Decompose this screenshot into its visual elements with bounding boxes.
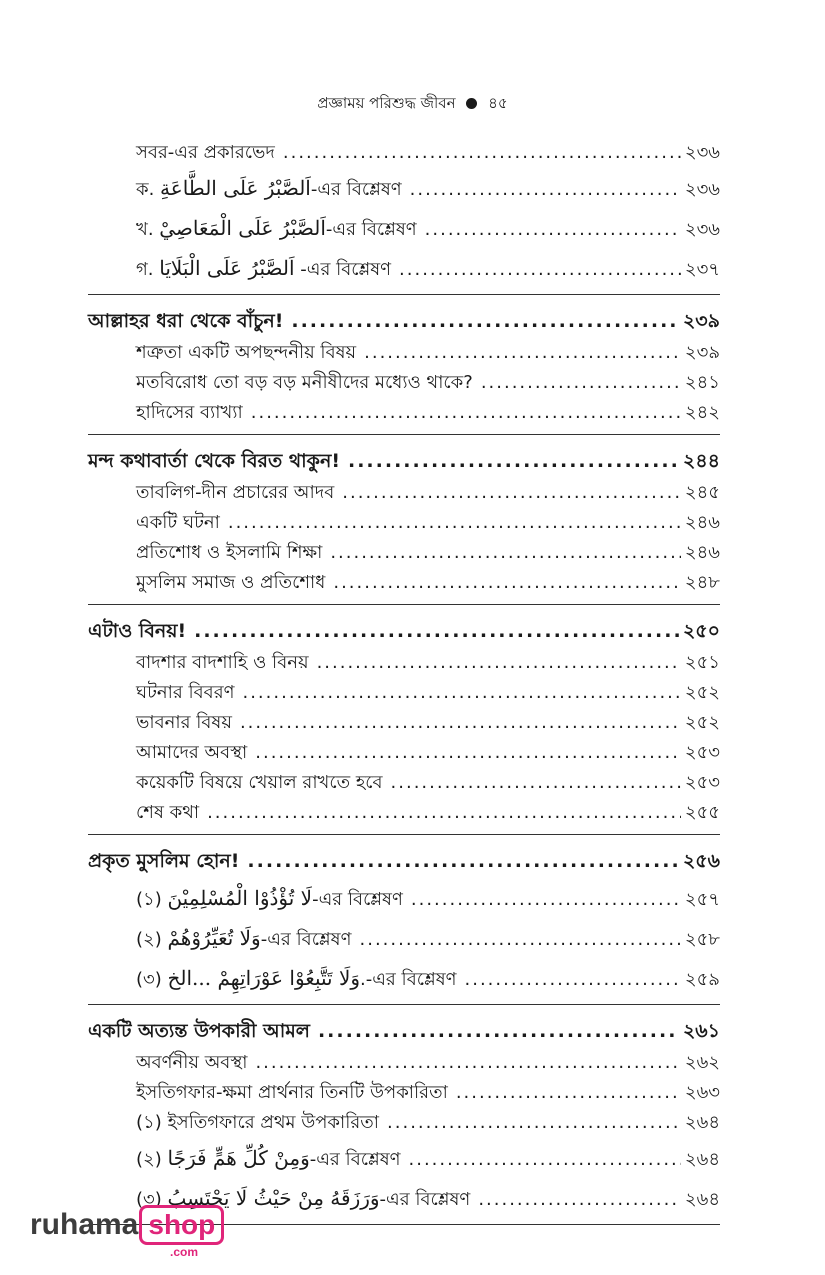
entry-title: প্রতিশোধ ও ইসলামি শিক্ষা xyxy=(136,542,323,563)
chapter-heading xyxy=(88,305,720,338)
entry-page-number: ২৬৪ xyxy=(684,1189,720,1210)
entry-page-number: ২৪৮ xyxy=(684,572,720,593)
dot-leader xyxy=(242,678,680,708)
toc-section xyxy=(88,445,720,605)
toc-entry xyxy=(88,738,720,768)
entry-suffix: -এর বিশ্লেষণ xyxy=(309,1149,401,1170)
arabic-phrase: وَلَا تُعَيِّرُوْهُمْ xyxy=(167,926,261,950)
toc-entry xyxy=(88,878,720,918)
entry-page-number: ২৫২ xyxy=(684,682,720,703)
dot-leader xyxy=(364,338,681,368)
entry-page-number: ২৬৪ xyxy=(684,1149,720,1170)
entry-page-number: ২৪৫ xyxy=(684,482,720,503)
dot-leader xyxy=(342,478,681,508)
entry-title: ইসতিগফার-ক্ষমা প্রার্থনার তিনটি উপকারিতা xyxy=(136,1082,448,1103)
entry-page-number: ২৬১ xyxy=(682,1020,720,1042)
toc-section xyxy=(88,305,720,435)
dot-leader xyxy=(410,170,681,210)
entry-page-number: ২৫৩ xyxy=(684,742,720,763)
dot-leader xyxy=(391,768,681,798)
dot-leader xyxy=(251,398,681,428)
entry-title: এটাও বিনয়! xyxy=(88,620,187,642)
dot-leader xyxy=(283,138,681,168)
toc-entry xyxy=(88,208,720,248)
arabic-phrase: اَلصَّبْرُ عَلَى الْبَلَايَا xyxy=(159,256,295,280)
entry-page-number: ২৪৪ xyxy=(682,450,720,472)
toc-entry xyxy=(88,958,720,998)
entry-title: ভাবনার বিষয় xyxy=(136,712,232,733)
entry-page-number: ২৫৯ xyxy=(684,969,720,990)
dot-leader xyxy=(228,508,681,538)
dot-leader xyxy=(478,1180,681,1220)
entry-page-number: ২৪৬ xyxy=(684,512,720,533)
toc-entry xyxy=(88,368,720,398)
toc-entry xyxy=(88,478,720,508)
entry-prefix: গ. xyxy=(136,259,160,280)
arabic-phrase: اَلصَّبْرُ عَلَى الْمَعَاصِيْ xyxy=(159,216,326,240)
dot-leader xyxy=(425,210,681,250)
dot-leader xyxy=(333,568,681,598)
toc-entry xyxy=(88,678,720,708)
arabic-phrase: وَمِنْ كُلِّ هَمٍّ فَرَجًا xyxy=(167,1146,310,1170)
entry-title: মুসলিম সমাজ ও প্রতিশোধ xyxy=(136,572,326,593)
dot-leader xyxy=(255,1048,680,1078)
entry-page-number: ২৩৬ xyxy=(684,142,720,163)
watermark-logo xyxy=(30,1205,224,1265)
toc-section xyxy=(88,138,720,295)
dot-leader xyxy=(247,845,679,878)
toc-entry xyxy=(88,568,720,598)
entry-title: শত্রুতা একটি অপছন্দনীয় বিষয় xyxy=(136,342,357,363)
arabic-phrase: وَلَا تَتَّبِعُوْا عَوْرَاتِهِمْ ...الخ xyxy=(167,966,361,990)
entry-title: একটি ঘটনা xyxy=(136,512,220,533)
dot-leader xyxy=(317,648,681,678)
toc-entry xyxy=(88,768,720,798)
entry-prefix: (২) xyxy=(136,1149,168,1170)
toc-section xyxy=(88,615,720,835)
logo-shop-badge: shop xyxy=(139,1205,224,1245)
entry-prefix: (৩) xyxy=(136,969,168,990)
dot-leader xyxy=(348,445,679,478)
entry-page-number: ২৫৩ xyxy=(684,772,720,793)
entry-page-number: ২৫২ xyxy=(684,712,720,733)
entry-title: মতবিরোধ তো বড় বড় মনীষীদের মধ্যেও থাকে? xyxy=(136,372,473,393)
dot-leader xyxy=(360,920,681,960)
dot-leader xyxy=(387,1108,681,1138)
entry-page-number: ২৬৪ xyxy=(684,1112,720,1133)
toc-entry xyxy=(88,248,720,288)
entry-page-number: ২৪২ xyxy=(684,402,720,423)
toc-entry xyxy=(88,398,720,428)
entry-page-number: ২৫০ xyxy=(682,620,720,642)
toc-section xyxy=(88,845,720,1005)
dot-leader xyxy=(411,880,681,920)
logo-domain: .com xyxy=(170,1245,199,1259)
entry-prefix: (২) xyxy=(136,929,168,950)
arabic-phrase: لَا تُؤْذُوْا الْمُسْلِمِيْنَ xyxy=(167,886,313,910)
entry-title xyxy=(136,878,403,920)
toc-entry xyxy=(88,918,720,958)
entry-page-number: ২৬৩ xyxy=(684,1082,720,1103)
toc-entry xyxy=(88,708,720,738)
entry-prefix: (১) xyxy=(136,889,168,910)
entry-title: কয়েকটি বিষয়ে খেয়াল রাখতে হবে xyxy=(136,772,383,793)
entry-title xyxy=(136,1138,401,1180)
entry-title xyxy=(136,958,457,1000)
dot-leader xyxy=(194,615,679,648)
toc-entry xyxy=(88,168,720,208)
entry-title xyxy=(136,208,417,250)
entry-title xyxy=(136,918,352,960)
entry-page-number: ২৩৬ xyxy=(684,219,720,240)
dot-leader xyxy=(409,1140,681,1180)
entry-title: প্রকৃত মুসলিম হোন! xyxy=(88,850,240,872)
toc-section xyxy=(88,1015,720,1225)
entry-title: একটি অত্যন্ত উপকারী আমল xyxy=(88,1020,310,1042)
entry-suffix: -এর বিশ্লেষণ xyxy=(325,219,417,240)
dot-leader xyxy=(330,538,681,568)
entry-prefix: খ. xyxy=(136,219,160,240)
entry-page-number: ২৪১ xyxy=(684,372,720,393)
entry-page-number: ২৬২ xyxy=(684,1052,720,1073)
toc-entry xyxy=(88,798,720,828)
toc-entry xyxy=(88,338,720,368)
table-of-contents xyxy=(88,138,720,1235)
entry-page-number: ২৫৭ xyxy=(684,889,720,910)
toc-entry xyxy=(88,538,720,568)
arabic-phrase: اَلصَّبْرُ عَلَى الطَّاعَةِ xyxy=(160,176,311,200)
entry-title: হাদিসের ব্যাখ্যা xyxy=(136,402,243,423)
entry-page-number: ২৩৬ xyxy=(684,179,720,200)
entry-title: আমাদের অবস্থা xyxy=(136,742,248,763)
entry-page-number: ২৩৭ xyxy=(684,259,720,280)
dot-leader xyxy=(291,305,679,338)
dot-leader xyxy=(399,250,681,290)
entry-suffix: -এর বিশ্লেষণ xyxy=(312,889,403,910)
entry-page-number: ২৫৮ xyxy=(684,929,720,950)
toc-entry xyxy=(88,508,720,538)
entry-title: শেষ কথা xyxy=(136,802,200,823)
entry-title: তাবলিগ-দীন প্রচারের আদব xyxy=(136,482,335,503)
entry-title xyxy=(136,248,391,290)
arabic-phrase: وَرَزَقَهُ مِنْ حَيْثُ لَا يَحْتَسِبُ xyxy=(167,1186,380,1210)
entry-page-number: ২৩৯ xyxy=(684,342,720,363)
dot-leader xyxy=(481,368,681,398)
bullet-dot-icon xyxy=(466,98,477,109)
dot-leader xyxy=(465,960,681,1000)
dot-leader xyxy=(456,1078,681,1108)
entry-page-number: ২৪৬ xyxy=(684,542,720,563)
logo-brand: ruhama xyxy=(30,1208,139,1241)
entry-title: আল্লাহর ধরা থেকে বাঁচুন! xyxy=(88,310,284,332)
dot-leader xyxy=(318,1015,679,1048)
entry-page-number: ২৫৫ xyxy=(684,802,720,823)
chapter-heading xyxy=(88,1015,720,1048)
chapter-heading xyxy=(88,615,720,648)
entry-suffix: -এর বিশ্লেষণ xyxy=(260,929,352,950)
entry-prefix: ক. xyxy=(136,179,161,200)
entry-suffix: -এর বিশ্লেষণ xyxy=(310,179,402,200)
entry-title: (১) ইসতিগফারে প্রথম উপকারিতা xyxy=(136,1112,380,1133)
entry-suffix: -এর বিশ্লেষণ xyxy=(379,1189,471,1210)
dot-leader xyxy=(240,708,681,738)
page-header xyxy=(0,92,825,117)
entry-page-number: ২৫৬ xyxy=(682,850,720,872)
toc-entry xyxy=(88,648,720,678)
toc-entry xyxy=(88,1048,720,1078)
toc-entry xyxy=(88,1138,720,1178)
entry-suffix: -এর বিশ্লেষণ xyxy=(294,259,392,280)
dot-leader xyxy=(255,738,681,768)
entry-title: অবর্ণনীয় অবস্থা xyxy=(136,1052,248,1073)
entry-title: মন্দ কথাবার্তা থেকে বিরত থাকুন! xyxy=(88,450,340,472)
entry-title: বাদশার বাদশাহি ও বিনয় xyxy=(136,652,309,673)
toc-entry xyxy=(88,138,720,168)
entry-title: ঘটনার বিবরণ xyxy=(136,682,235,703)
chapter-heading xyxy=(88,845,720,878)
toc-entry xyxy=(88,1108,720,1138)
entry-page-number: ২৫১ xyxy=(684,652,720,673)
chapter-heading xyxy=(88,445,720,478)
entry-title xyxy=(136,168,402,210)
dot-leader xyxy=(207,798,681,828)
entry-prefix: (৩) xyxy=(136,1189,168,1210)
page-number: ৪৫ xyxy=(488,94,508,112)
running-title: প্রজ্ঞাময় পরিশুদ্ধ জীবন xyxy=(317,94,456,112)
entry-suffix: .-এর বিশ্লেষণ xyxy=(360,969,457,990)
entry-title: সবর-এর প্রকারভেদ xyxy=(136,142,275,163)
toc-entry xyxy=(88,1078,720,1108)
entry-page-number: ২৩৯ xyxy=(682,310,720,332)
